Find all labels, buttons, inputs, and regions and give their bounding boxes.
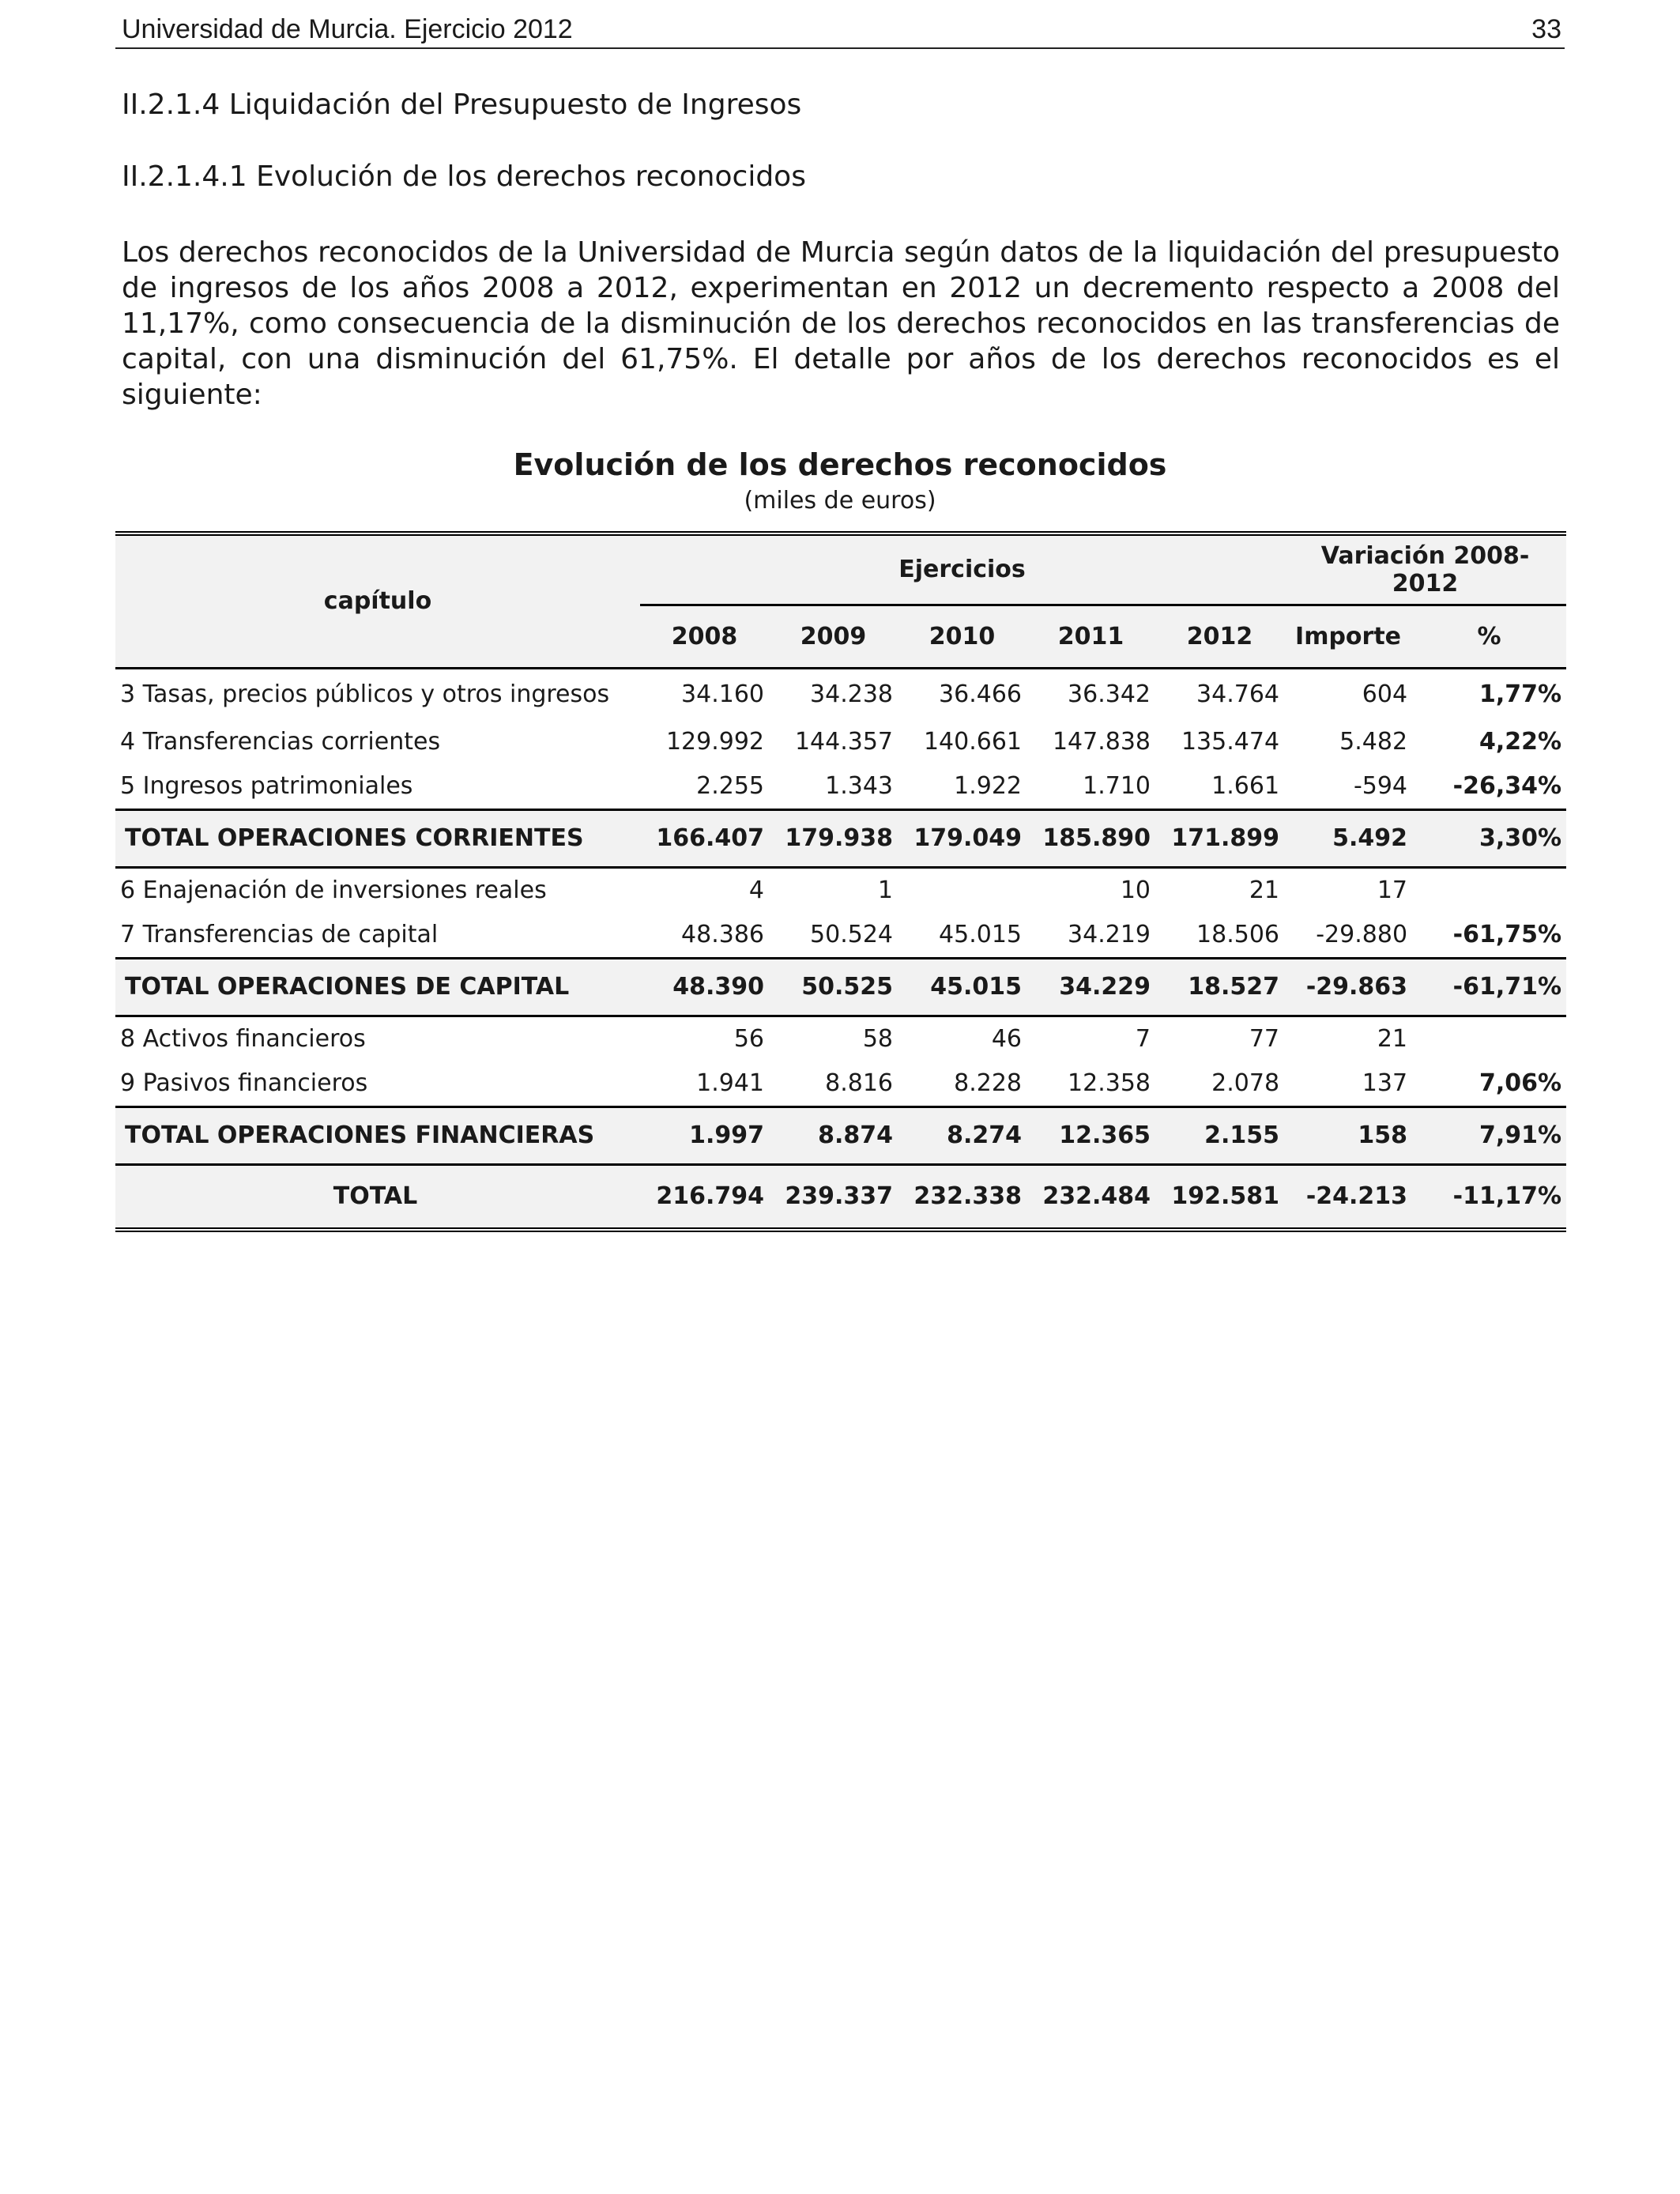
cell-value: 36.342 [1068,680,1151,708]
row-label: 3 Tasas, precios públicos y otros ingresos [120,680,610,708]
cell-value: 2.255 [696,772,764,800]
cell-pct [1412,867,1566,913]
cell-value: 166.407 [640,809,769,867]
cell-importe: 604 [1362,680,1408,708]
cell-value: 45.015 [898,958,1026,1016]
cell-value: 77 [1249,1025,1280,1053]
cell-value: 48.390 [640,958,769,1016]
header-pct: % [1412,605,1566,668]
cell-value: 147.838 [1052,728,1151,756]
cell-value: 1 [877,876,893,904]
row-label: 6 Enajenación de inversiones reales [120,876,547,904]
grand-total-row [115,1164,1566,1230]
cell-value: 12.358 [1068,1069,1151,1097]
table-title: Evolución de los derechos reconocidos [513,447,1167,482]
header-year: 2011 [1026,605,1155,668]
cell-importe: 17 [1377,876,1408,904]
row-label: TOTAL OPERACIONES FINANCIERAS [115,1106,640,1164]
cell-pct: -61,75% [1452,921,1562,948]
total-row [115,958,1566,1016]
cell-value: 179.049 [898,809,1026,867]
cell-pct [1412,1016,1566,1061]
header-importe: Importe [1284,605,1412,668]
derechos-table [115,531,1566,1232]
header-year: 2008 [640,605,769,668]
cell-pct: -61,71% [1412,958,1566,1016]
row-label: 9 Pasivos financieros [120,1069,368,1097]
cell-value: 216.794 [640,1164,769,1230]
table-row [115,867,1566,913]
cell-value: 36.466 [939,680,1022,708]
row-label: TOTAL OPERACIONES DE CAPITAL [115,958,640,1016]
table-row [115,720,1566,764]
cell-value: 34.238 [810,680,893,708]
header-capitulo: capítulo [115,533,640,668]
cell-value: 171.899 [1155,809,1284,867]
cell-importe: 5.492 [1284,809,1412,867]
cell-value: 239.337 [769,1164,898,1230]
cell-importe: -29.863 [1284,958,1412,1016]
header-title: Universidad de Murcia. Ejercicio 2012 [122,14,573,44]
running-header [115,8,1565,49]
row-label: 5 Ingresos patrimoniales [120,772,413,800]
cell-value: 4 [748,876,764,904]
cell-importe: 5.482 [1339,728,1408,756]
cell-value: 8.874 [769,1106,898,1164]
cell-value: 179.938 [769,809,898,867]
total-row [115,1106,1566,1164]
cell-value: 46 [991,1025,1022,1053]
cell-value: 34.764 [1196,680,1280,708]
cell-value [898,867,1026,913]
cell-importe: 137 [1362,1069,1408,1097]
section-heading: II.2.1.4 Liquidación del Presupuesto de Ingresos [122,89,802,121]
cell-value: 192.581 [1155,1164,1284,1230]
cell-value: 56 [733,1025,764,1053]
cell-value: 1.941 [696,1069,764,1097]
cell-value: 1.710 [1083,772,1151,800]
cell-pct: 7,91% [1412,1106,1566,1164]
header-year: 2012 [1155,605,1284,668]
table-row [115,913,1566,959]
header-variacion: Variación 2008-2012 [1284,533,1566,605]
cell-value: 34.160 [681,680,764,708]
cell-value: 140.661 [923,728,1022,756]
cell-pct: -26,34% [1452,772,1562,800]
cell-value: 7 [1135,1025,1151,1053]
cell-pct: 7,06% [1478,1069,1562,1097]
row-label: 8 Activos financieros [120,1025,366,1053]
cell-value: 18.506 [1196,921,1280,948]
page-number: 33 [1531,14,1561,44]
cell-importe: -594 [1353,772,1408,800]
row-label: 7 Transferencias de capital [120,921,439,948]
cell-value: 129.992 [665,728,764,756]
cell-value: 2.078 [1211,1069,1280,1097]
body-paragraph: Los derechos reconocidos de la Universidad de Murcia según datos de la liquidación del presupuesto de ingresos de los años 2008 a 2012, experimentan en 2012 un decremento respecto a 2008 del 11,17%, como consecuencia de la disminución de los derechos reconocidos en las transferencias de capital, con una disminución del 61,75%. El detalle por años de los derechos reconocidos es el siguiente: [122,236,1560,411]
cell-value: 8.274 [898,1106,1026,1164]
cell-pct: -11,17% [1412,1164,1566,1230]
cell-importe: 21 [1377,1025,1408,1053]
cell-value: 232.484 [1026,1164,1155,1230]
cell-importe: -24.213 [1284,1164,1412,1230]
cell-importe: -29.880 [1316,921,1408,948]
cell-value: 34.219 [1068,921,1151,948]
cell-value: 21 [1249,876,1280,904]
table-subtitle: (miles de euros) [744,487,936,515]
cell-value: 18.527 [1155,958,1284,1016]
table-row [115,668,1566,720]
cell-value: 185.890 [1026,809,1155,867]
total-row [115,809,1566,867]
cell-value: 50.524 [810,921,893,948]
row-label: TOTAL [115,1164,640,1230]
cell-value: 45.015 [939,921,1022,948]
cell-value: 58 [862,1025,893,1053]
cell-value: 144.357 [794,728,893,756]
cell-value: 34.229 [1026,958,1155,1016]
row-label: 4 Transferencias corrientes [120,728,441,756]
header-ejercicios: Ejercicios [640,533,1284,605]
cell-value: 1.661 [1211,772,1280,800]
cell-pct: 3,30% [1412,809,1566,867]
cell-value: 8.228 [954,1069,1022,1097]
cell-value: 48.386 [681,921,764,948]
subsection-heading: II.2.1.4.1 Evolución de los derechos reconocidos [122,160,806,193]
table-row [115,1061,1566,1107]
table-row [115,764,1566,810]
cell-value: 135.474 [1181,728,1280,756]
cell-value: 1.343 [825,772,893,800]
cell-value: 50.525 [769,958,898,1016]
cell-value: 8.816 [825,1069,893,1097]
cell-value: 10 [1120,876,1151,904]
cell-pct: 1,77% [1478,680,1562,708]
header-year: 2010 [898,605,1026,668]
table-row [115,1016,1566,1061]
cell-importe: 158 [1284,1106,1412,1164]
cell-value: 1.997 [640,1106,769,1164]
cell-pct: 4,22% [1478,728,1562,756]
cell-value: 232.338 [898,1164,1026,1230]
cell-value: 2.155 [1155,1106,1284,1164]
cell-value: 1.922 [954,772,1022,800]
cell-value: 12.365 [1026,1106,1155,1164]
header-year: 2009 [769,605,898,668]
row-label: TOTAL OPERACIONES CORRIENTES [115,809,640,867]
